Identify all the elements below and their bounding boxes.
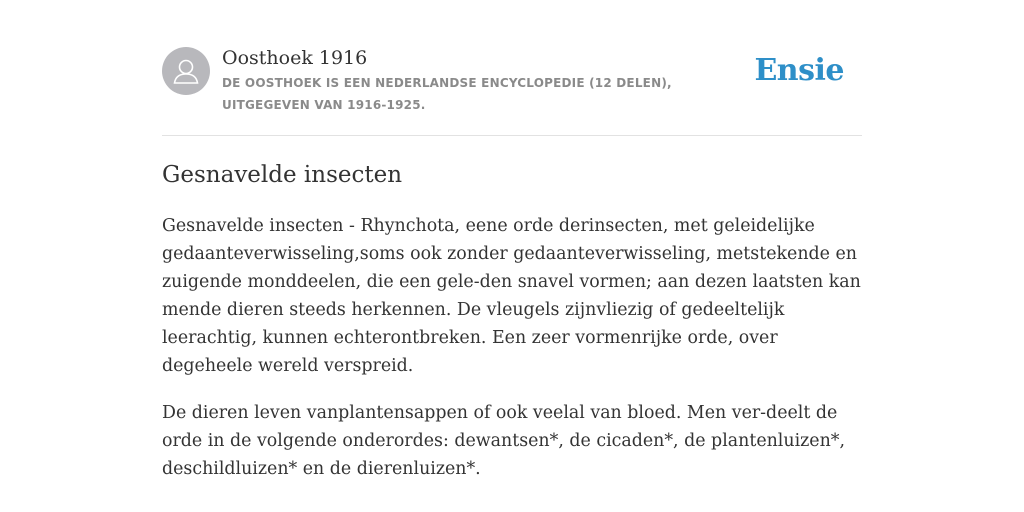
ensie-logo[interactable]: Ensie [754,53,844,88]
header-divider [162,135,862,136]
article-body [162,212,867,502]
author-description: DE OOSTHOEK IS EEN NEDERLANDSE ENCYCLOPEDIE (12 DELEN), UITGEGEVEN VAN 1916-1925. [222,76,672,112]
author-name[interactable]: Oosthoek 1916 [222,47,368,69]
article-paragraph: De dieren leven vanplantensappen of ook veelal van bloed. Men ver-deelt de orde in de volgende onderordes: dewantsen*, de cicaden*, de plantenluizen*, deschildluizen* en de dierenluizen*. [162,403,846,479]
author-header [162,46,862,116]
article-paragraph: Gesnavelde insecten - Rhynchota, eene orde derinsecten, met geleidelijke gedaanteverwisseling,soms ook zonder gedaanteverwisseling, metstekende en zuigende monddeelen, die een gele-den snavel vormen; aan dezen laatsten kan mende dieren steeds herkennen. De vleugels zijnvliezig of gedeeltelijk leerachtig, kunnen echterontbreken. Een zeer vormenrijke orde, over degeheele wereld verspreid. [162,216,861,376]
user-avatar-icon[interactable] [162,47,210,95]
article-title: Gesnavelde insecten [162,162,403,188]
